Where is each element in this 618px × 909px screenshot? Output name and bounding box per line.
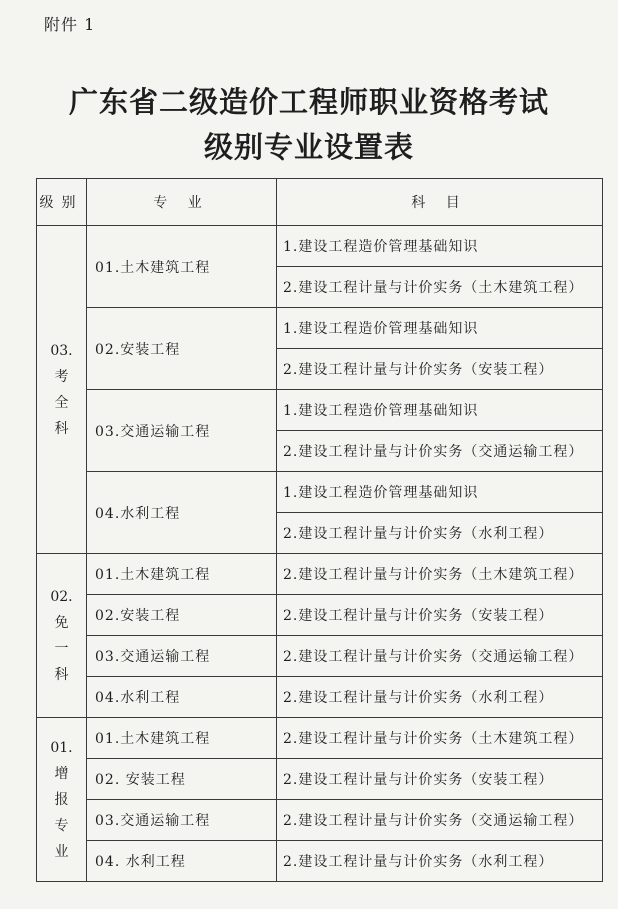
table-row [37,677,603,718]
major-cell: 01.土木建筑工程 [87,554,277,595]
major-cell: 01.土木建筑工程 [87,226,277,308]
level-text: 增 [54,765,69,782]
level-text: 业 [54,843,69,860]
table-row [37,800,603,841]
level-cell [37,718,87,882]
header-level: 级别 [37,179,87,226]
table-row [37,226,603,267]
document-subtitle: 级别专业设置表 [203,130,414,164]
major-cell: 02.安装工程 [87,308,277,390]
subject-cell: 1.建设工程造价管理基础知识 [277,308,603,349]
subject-cell: 1.建设工程造价管理基础知识 [277,226,603,267]
major-cell: 02. 安装工程 [87,759,277,800]
subject-cell: 1.建设工程造价管理基础知识 [277,472,603,513]
subject-cell: 2.建设工程计量与计价实务（交通运输工程） [277,636,603,677]
major-cell: 03.交通运输工程 [87,636,277,677]
major-cell: 01.土木建筑工程 [87,718,277,759]
level-text: 科 [54,420,69,437]
level-text: 全 [54,394,69,411]
document-title: 广东省二级造价工程师职业资格考试 [68,85,549,119]
subject-cell: 2.建设工程计量与计价实务（安装工程） [277,349,603,390]
table-row [37,554,603,595]
subject-cell: 2.建设工程计量与计价实务（水利工程） [277,513,603,554]
major-cell: 03.交通运输工程 [87,390,277,472]
attachment-label: 附件 1 [44,15,96,34]
major-cell: 03.交通运输工程 [87,800,277,841]
level-cell [37,226,87,554]
table-row [37,759,603,800]
major-cell: 04.水利工程 [87,472,277,554]
level-text: 科 [54,666,69,683]
subject-cell: 2.建设工程计量与计价实务（土木建筑工程） [277,718,603,759]
major-cell: 04. 水利工程 [87,841,277,882]
level-text: 02. [50,588,73,605]
level-text: 报 [54,791,69,808]
level-cell [37,554,87,718]
major-cell: 02.安装工程 [87,595,277,636]
subject-cell: 2.建设工程计量与计价实务（土木建筑工程） [277,554,603,595]
table-row [37,472,603,513]
table-row [37,308,603,349]
table-row [37,841,603,882]
subject-cell: 2.建设工程计量与计价实务（土木建筑工程） [277,267,603,308]
profession-settings-table [36,178,603,882]
subject-cell: 2.建设工程计量与计价实务（安装工程） [277,595,603,636]
subject-cell: 2.建设工程计量与计价实务（安装工程） [277,759,603,800]
table-row [37,390,603,431]
subject-cell: 1.建设工程造价管理基础知识 [277,390,603,431]
level-text: 01. [50,739,73,756]
level-text: 03. [50,342,73,359]
table-header-row [37,179,603,226]
level-text: 专 [54,817,69,834]
header-major: 专 业 [87,179,277,226]
header-subject: 科 目 [277,179,603,226]
subject-cell: 2.建设工程计量与计价实务（水利工程） [277,677,603,718]
level-text: 免 [54,614,69,631]
subject-cell: 2.建设工程计量与计价实务（交通运输工程） [277,800,603,841]
level-text: 考 [54,368,69,385]
level-text: 一 [54,640,69,657]
subject-cell: 2.建设工程计量与计价实务（交通运输工程） [277,431,603,472]
table-row [37,636,603,677]
major-cell: 04.水利工程 [87,677,277,718]
table-row [37,718,603,759]
subject-cell: 2.建设工程计量与计价实务（水利工程） [277,841,603,882]
table-row [37,595,603,636]
